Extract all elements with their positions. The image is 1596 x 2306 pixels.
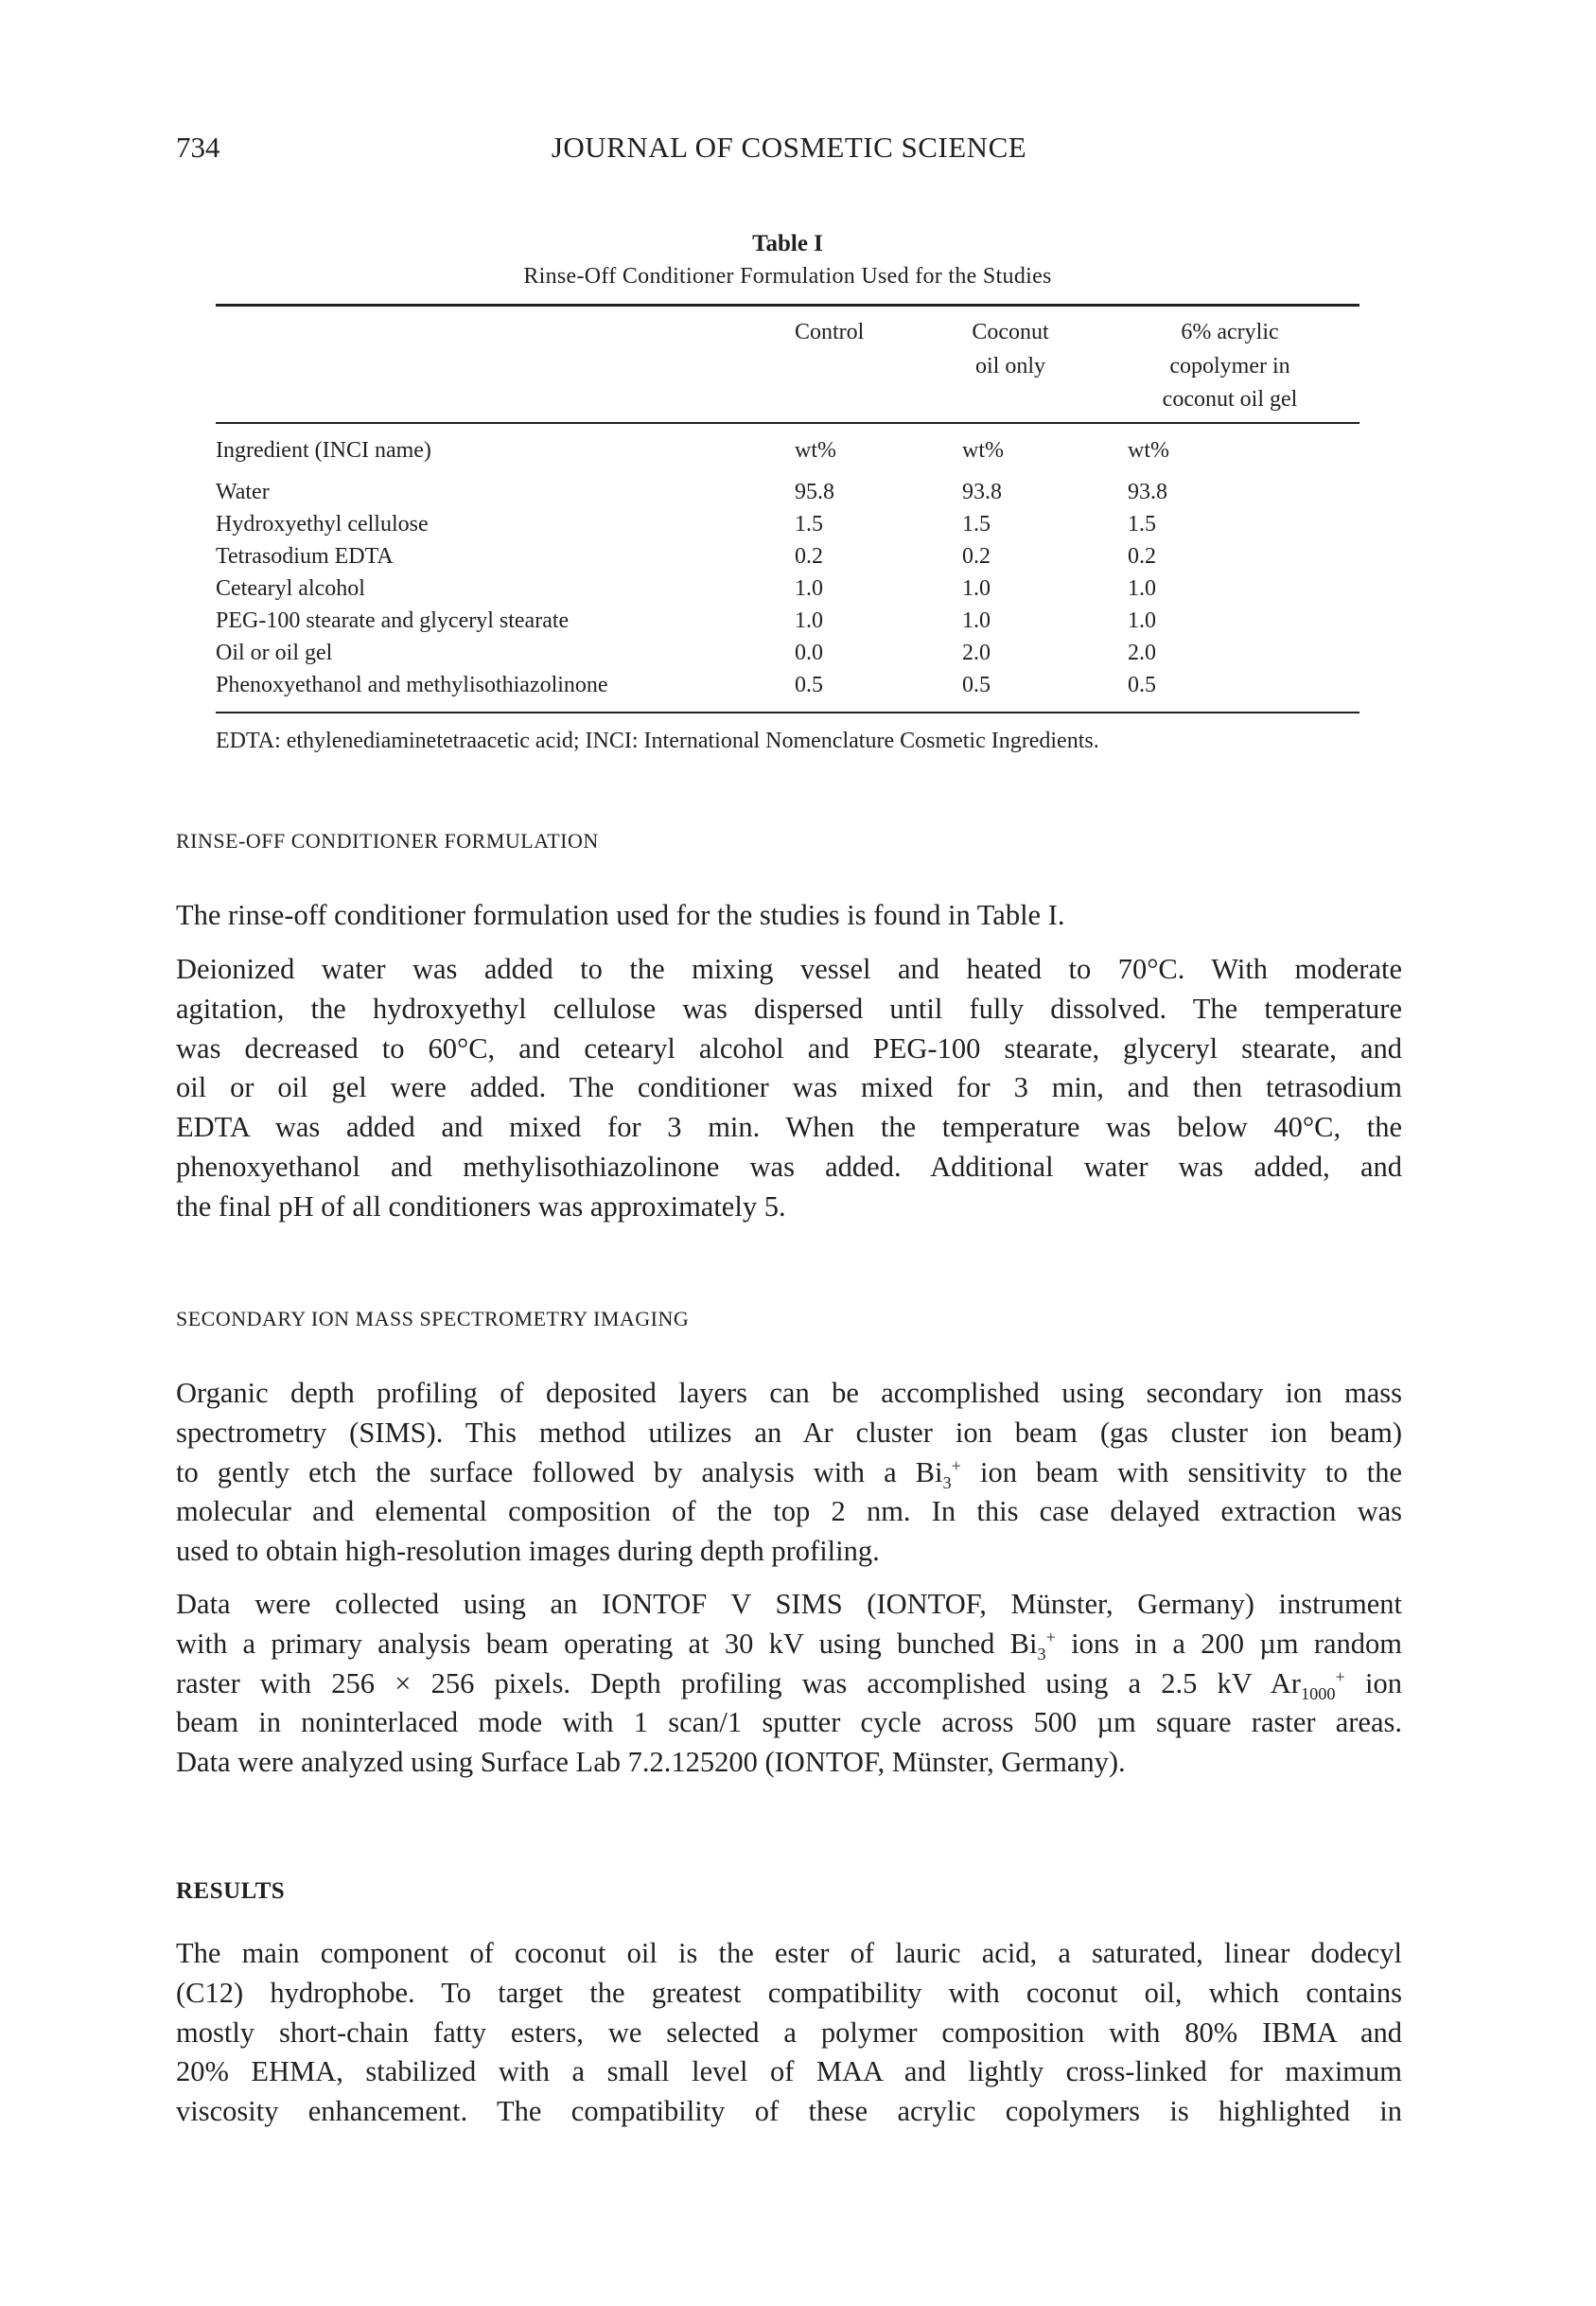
text-run: agitation, the hydroxyethyl cellulose was dispersed until fully dissolved. The temperature bbox=[176, 992, 1402, 1025]
column-header: coconut oil gel bbox=[1162, 387, 1298, 412]
value-cell: 1.5 bbox=[795, 512, 823, 537]
journal-title: JOURNAL OF COSMETIC SCIENCE bbox=[551, 131, 1027, 164]
value-cell: 0.2 bbox=[962, 544, 991, 569]
text-line bbox=[176, 896, 1402, 936]
value-cell: 1.0 bbox=[795, 576, 823, 601]
paragraph bbox=[176, 1374, 1402, 1572]
text-line bbox=[176, 2052, 1402, 2092]
text-run: (C12) hydrophobe. To target the greatest compatibility with coconut oil, which contains bbox=[176, 1976, 1402, 2009]
unit-cell: wt% bbox=[1128, 438, 1169, 463]
column-header: Control bbox=[795, 320, 865, 344]
text-run: ion bbox=[1344, 1666, 1402, 1699]
text-run: used to obtain high-resolution images during depth profiling. bbox=[176, 1535, 880, 1568]
text-line bbox=[176, 1585, 1402, 1625]
ingredient-cell: Cetearyl alcohol bbox=[216, 576, 365, 601]
text-line bbox=[176, 1532, 1402, 1572]
text-run: the final pH of all conditioners was approximately 5. bbox=[176, 1189, 786, 1223]
value-cell: 0.5 bbox=[1128, 673, 1156, 697]
table-caption: Rinse-Off Conditioner Formulation Used for the Studies bbox=[523, 264, 1052, 289]
unit-cell: wt% bbox=[795, 438, 836, 463]
value-cell: 2.0 bbox=[1128, 641, 1156, 665]
text-run: beam in noninterlaced mode with 1 scan/1 sputter cycle across 500 µm square raster areas. bbox=[176, 1706, 1402, 1739]
text-line bbox=[176, 1703, 1402, 1743]
column-header: copolymer in bbox=[1169, 353, 1290, 378]
text-run: Deionized water was added to the mixing vessel and heated to 70°C. With moderate bbox=[176, 953, 1402, 985]
ingredient-cell: Phenoxyethanol and methylisothiazolinone bbox=[216, 673, 608, 697]
text-run: molecular and elemental composition of the top 2 nm. In this case delayed extraction was bbox=[176, 1495, 1402, 1528]
text-line bbox=[176, 1068, 1402, 1108]
ingredient-cell: Hydroxyethyl cellulose bbox=[216, 512, 429, 537]
text-run: ion beam with sensitivity to the bbox=[960, 1455, 1402, 1488]
superscript: + bbox=[951, 1455, 961, 1475]
section-heading-results: RESULTS bbox=[176, 1878, 286, 1904]
value-cell: 93.8 bbox=[962, 480, 1002, 504]
table-top-rule bbox=[216, 304, 1359, 307]
table-header-rule bbox=[216, 422, 1359, 424]
text-run: Data were collected using an IONTOF V SIMS (IONTOF, Münster, Germany) instrument bbox=[176, 1588, 1402, 1620]
value-cell: 93.8 bbox=[1128, 480, 1167, 504]
value-cell: 1.0 bbox=[962, 608, 991, 633]
text-line bbox=[176, 1108, 1402, 1148]
text-run: viscosity enhancement. The compatibility of these acrylic copolymers is highlighted in bbox=[176, 2095, 1402, 2128]
text-line bbox=[176, 1934, 1402, 1974]
text-run: oil or oil gel were added. The conditioner was mixed for 3 min, and then tetrasodium bbox=[176, 1071, 1402, 1104]
ingredient-cell: PEG-100 stearate and glyceryl stearate bbox=[216, 608, 570, 633]
text-line bbox=[176, 1743, 1402, 1783]
value-cell: 0.5 bbox=[795, 673, 823, 697]
column-header: oil only bbox=[974, 353, 1045, 378]
unit-cell: wt% bbox=[962, 438, 1004, 463]
value-cell: 0.2 bbox=[795, 544, 823, 569]
text-run: ions in a 200 µm random bbox=[1055, 1627, 1402, 1660]
text-run: The rinse-off conditioner formulation used for the studies is found in Table I. bbox=[176, 899, 1065, 931]
text-run: EDTA was added and mixed for 3 min. When the temperature was below 40°C, the bbox=[176, 1111, 1402, 1144]
section-heading-rinse: RINSE-OFF CONDITIONER FORMULATION bbox=[176, 829, 599, 853]
section-heading-sims: SECONDARY ION MASS SPECTROMETRY IMAGING bbox=[176, 1307, 690, 1330]
text-line bbox=[176, 1664, 1402, 1704]
ingredient-cell: Tetrasodium EDTA bbox=[216, 544, 394, 569]
text-run: with a primary analysis beam operating at 30 kV using bunched Bi bbox=[176, 1627, 1038, 1660]
table-footnote: EDTA: ethylenediaminetetraacetic acid; INCI: International Nomenclature Cosmetic Ingredients. bbox=[216, 729, 1099, 753]
ingredient-cell: Oil or oil gel bbox=[216, 641, 333, 665]
table-bottom-rule bbox=[216, 712, 1359, 713]
text-line bbox=[176, 2014, 1402, 2053]
text-line bbox=[176, 1188, 1402, 1227]
paragraph bbox=[176, 1934, 1402, 2132]
text-line bbox=[176, 1414, 1402, 1453]
value-cell: 1.5 bbox=[962, 512, 991, 537]
paragraph bbox=[176, 896, 1402, 936]
page-number: 734 bbox=[176, 131, 220, 164]
text-run: mostly short-chain fatty esters, we selected a polymer composition with 80% IBMA and bbox=[176, 2016, 1402, 2049]
text-line bbox=[176, 990, 1402, 1030]
value-cell: 95.8 bbox=[795, 480, 834, 504]
table-label: Table I bbox=[752, 231, 823, 256]
superscript: + bbox=[1045, 1627, 1056, 1646]
text-line bbox=[176, 1625, 1402, 1664]
text-line bbox=[176, 1492, 1402, 1532]
text-run: phenoxyethanol and methylisothiazolinone was added. Additional water was added, and bbox=[176, 1150, 1402, 1183]
value-cell: 2.0 bbox=[962, 641, 991, 665]
text-line bbox=[176, 1148, 1402, 1188]
value-cell: 0.0 bbox=[795, 641, 823, 665]
value-cell: 1.0 bbox=[795, 608, 823, 633]
text-line bbox=[176, 2092, 1402, 2132]
value-cell: 0.5 bbox=[962, 673, 991, 697]
text-run: was decreased to 60°C, and cetearyl alcohol and PEG-100 stearate, glyceryl stearate, and bbox=[176, 1031, 1402, 1065]
text-line bbox=[176, 1030, 1402, 1069]
text-run: The main component of coconut oil is the ester of lauric acid, a saturated, linear dodecyl bbox=[176, 1937, 1402, 1969]
paragraph bbox=[176, 1585, 1402, 1783]
text-line bbox=[176, 1974, 1402, 2014]
value-cell: 1.0 bbox=[1128, 608, 1156, 633]
column-header: 6% acrylic bbox=[1181, 320, 1279, 344]
value-cell: 1.0 bbox=[962, 576, 991, 601]
subscript: 3 bbox=[942, 1472, 952, 1492]
text-run: spectrometry (SIMS). This method utilizes an Ar cluster ion beam (gas cluster ion beam) bbox=[176, 1416, 1402, 1449]
text-run: Data were analyzed using Surface Lab 7.2.125200 (IONTOF, Münster, Germany). bbox=[176, 1746, 1126, 1779]
column-header: Coconut bbox=[972, 320, 1049, 344]
subscript: 1000 bbox=[1300, 1683, 1336, 1703]
text-run: Organic depth profiling of deposited layers can be accomplished using secondary ion mass bbox=[176, 1377, 1402, 1409]
superscript: + bbox=[1335, 1666, 1345, 1686]
subscript: 3 bbox=[1037, 1644, 1046, 1663]
text-run: raster with 256 × 256 pixels. Depth profiling was accomplished using a 2.5 kV Ar bbox=[176, 1666, 1301, 1699]
text-line bbox=[176, 1374, 1402, 1414]
value-cell: 1.5 bbox=[1128, 512, 1156, 537]
value-cell: 0.2 bbox=[1128, 544, 1156, 569]
text-line bbox=[176, 1453, 1402, 1493]
value-cell: 1.0 bbox=[1128, 576, 1156, 601]
paragraph bbox=[176, 950, 1402, 1227]
text-run: to gently etch the surface followed by analysis with a Bi bbox=[176, 1455, 943, 1488]
ingredient-cell: Water bbox=[216, 480, 270, 504]
text-line bbox=[176, 950, 1402, 990]
text-run: 20% EHMA, stabilized with a small level of MAA and lightly cross-linked for maximum bbox=[176, 2055, 1402, 2088]
unit-row-label: Ingredient (INCI name) bbox=[216, 438, 431, 463]
